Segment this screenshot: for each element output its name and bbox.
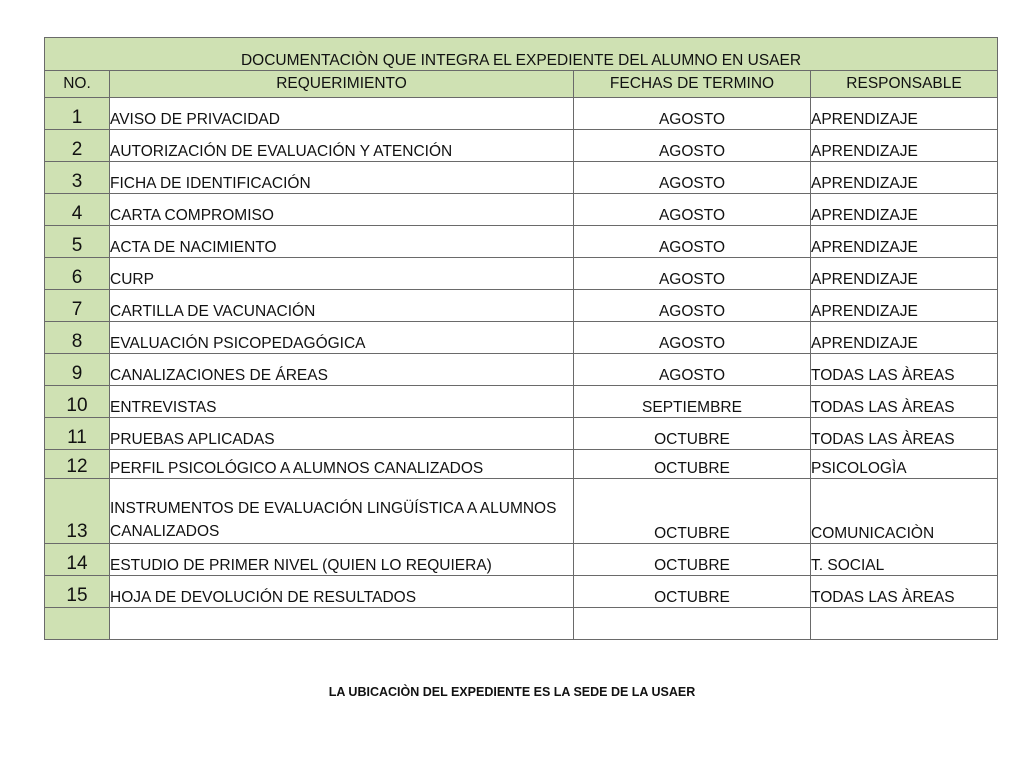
table-row [45, 98, 998, 130]
row-requerimiento: INSTRUMENTOS DE EVALUACIÓN LINGÜÍSTICA A ALUMNOS CANALIZADOS [110, 479, 574, 544]
row-fecha: AGOSTO [574, 226, 811, 258]
table-row [45, 130, 998, 162]
row-number: 10 [45, 386, 110, 418]
table-row [45, 162, 998, 194]
row-responsable: APRENDIZAJE [811, 194, 998, 226]
row-number: 15 [45, 576, 110, 608]
header-row [45, 71, 998, 98]
table-row [45, 479, 998, 544]
row-requerimiento: ACTA DE NACIMIENTO [110, 226, 574, 258]
row-requerimiento: PRUEBAS APLICADAS [110, 418, 574, 450]
row-fecha: AGOSTO [574, 290, 811, 322]
row-requerimiento: CARTILLA DE VACUNACIÓN [110, 290, 574, 322]
header-no: NO. [45, 71, 110, 98]
row-responsable: TODAS LAS ÀREAS [811, 418, 998, 450]
empty-cell [45, 608, 110, 640]
header-fechas: FECHAS DE TERMINO [574, 71, 811, 98]
row-requerimiento: ENTREVISTAS [110, 386, 574, 418]
table-row [45, 418, 998, 450]
header-responsable: RESPONSABLE [811, 71, 998, 98]
row-number: 3 [45, 162, 110, 194]
empty-cell [811, 608, 998, 640]
row-fecha: AGOSTO [574, 162, 811, 194]
empty-row [45, 608, 998, 640]
row-responsable: APRENDIZAJE [811, 98, 998, 130]
row-requerimiento: FICHA DE IDENTIFICACIÓN [110, 162, 574, 194]
row-fecha: AGOSTO [574, 354, 811, 386]
row-responsable: APRENDIZAJE [811, 258, 998, 290]
row-fecha: SEPTIEMBRE [574, 386, 811, 418]
row-responsable: T. SOCIAL [811, 544, 998, 576]
row-requerimiento: AUTORIZACIÓN DE EVALUACIÓN Y ATENCIÓN [110, 130, 574, 162]
row-fecha: AGOSTO [574, 194, 811, 226]
row-fecha: OCTUBRE [574, 544, 811, 576]
row-number: 8 [45, 322, 110, 354]
row-fecha: OCTUBRE [574, 418, 811, 450]
row-requerimiento: CURP [110, 258, 574, 290]
row-fecha: AGOSTO [574, 130, 811, 162]
table-row [45, 354, 998, 386]
row-number: 5 [45, 226, 110, 258]
row-fecha: AGOSTO [574, 322, 811, 354]
row-responsable: APRENDIZAJE [811, 322, 998, 354]
row-requerimiento: CARTA COMPROMISO [110, 194, 574, 226]
table-row [45, 386, 998, 418]
table-row [45, 450, 998, 479]
row-number: 9 [45, 354, 110, 386]
footer-note: LA UBICACIÒN DEL EXPEDIENTE ES LA SEDE DE LA USAER [328, 685, 696, 699]
table-title: DOCUMENTACIÒN QUE INTEGRA EL EXPEDIENTE DEL ALUMNO EN USAER [45, 38, 998, 71]
header-requerimiento: REQUERIMIENTO [110, 71, 574, 98]
row-requerimiento: PERFIL PSICOLÓGICO A ALUMNOS CANALIZADOS [110, 450, 574, 479]
expediente-table [44, 37, 998, 640]
table-row [45, 290, 998, 322]
row-requerimiento: AVISO DE PRIVACIDAD [110, 98, 574, 130]
row-number: 13 [45, 479, 110, 544]
title-row [45, 38, 998, 71]
table-row [45, 194, 998, 226]
row-fecha: OCTUBRE [574, 576, 811, 608]
row-responsable: APRENDIZAJE [811, 162, 998, 194]
row-responsable: TODAS LAS ÀREAS [811, 386, 998, 418]
row-responsable: TODAS LAS ÀREAS [811, 576, 998, 608]
row-fecha: OCTUBRE [574, 450, 811, 479]
row-requerimiento: HOJA DE DEVOLUCIÓN DE RESULTADOS [110, 576, 574, 608]
row-number: 1 [45, 98, 110, 130]
row-requerimiento: CANALIZACIONES DE ÁREAS [110, 354, 574, 386]
table-row [45, 544, 998, 576]
row-requerimiento: ESTUDIO DE PRIMER NIVEL (QUIEN LO REQUIERA) [110, 544, 574, 576]
table-row [45, 576, 998, 608]
row-number: 2 [45, 130, 110, 162]
row-number: 11 [45, 418, 110, 450]
row-requerimiento: EVALUACIÓN PSICOPEDAGÓGICA [110, 322, 574, 354]
row-responsable: TODAS LAS ÀREAS [811, 354, 998, 386]
row-responsable: APRENDIZAJE [811, 226, 998, 258]
row-number: 4 [45, 194, 110, 226]
empty-cell [574, 608, 811, 640]
table-row [45, 258, 998, 290]
row-number: 14 [45, 544, 110, 576]
table-row [45, 322, 998, 354]
row-number: 6 [45, 258, 110, 290]
empty-cell [110, 608, 574, 640]
row-responsable: COMUNICACIÒN [811, 479, 998, 544]
row-responsable: APRENDIZAJE [811, 290, 998, 322]
table-row [45, 226, 998, 258]
row-fecha: AGOSTO [574, 98, 811, 130]
row-fecha: OCTUBRE [574, 479, 811, 544]
row-number: 7 [45, 290, 110, 322]
row-fecha: AGOSTO [574, 258, 811, 290]
row-responsable: APRENDIZAJE [811, 130, 998, 162]
row-responsable: PSICOLOGÌA [811, 450, 998, 479]
row-number: 12 [45, 450, 110, 479]
